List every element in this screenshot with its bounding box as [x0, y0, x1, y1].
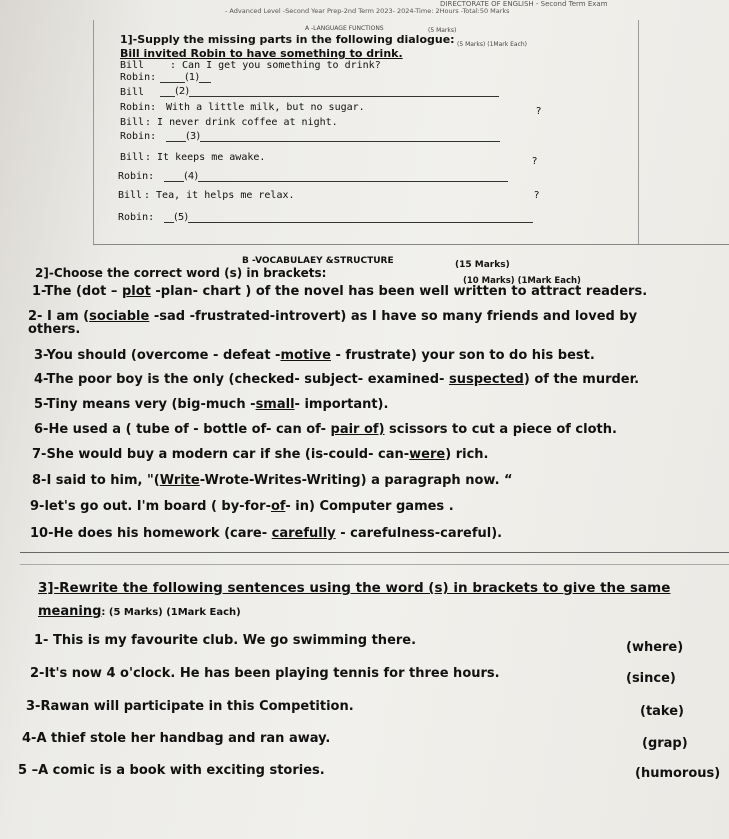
rewrite-hint-5: (humorous) [635, 766, 721, 781]
question-10: 10-He does his homework (care- carefully - carefulness-careful). [30, 526, 503, 541]
dialogue-line-4: With a little milk, but no sugar. [166, 102, 365, 113]
question-9: 9-let's go out. I'm board ( by-for-of- in) Computer games . [30, 499, 454, 514]
section-divider-2 [20, 552, 729, 553]
right-border [638, 20, 639, 245]
dialogue-speaker-7: Bill [120, 152, 145, 163]
dialogue-speaker-9: Bill [118, 190, 143, 201]
dialogue-speaker-10: Robin: [118, 212, 155, 223]
part1-title: 1]-Supply the missing parts in the following dialogue: [120, 33, 455, 46]
rewrite-sentence-4: 4-A thief stole her handbag and ran away. [22, 731, 331, 746]
rewrite-sentence-5: 5 –A comic is a book with exciting stories. [18, 763, 325, 778]
answer-4: suspected [448, 372, 524, 387]
part3-subtitle: meaning: (5 Marks) (1Mark Each) [38, 604, 241, 619]
answer-3: motive [280, 348, 331, 363]
question-2: 2- I am (sociable -sad -frustrated-introvert) as I have so many friends and loved by [28, 309, 638, 324]
answer-blank-3: (3) [166, 131, 500, 142]
dialogue-line-9: : Tea, it helps me relax. [144, 190, 295, 201]
dialogue-line-1: : Can I get you something to drink? [170, 60, 381, 71]
question-3: 3-You should (overcome - defeat -motive - frustrate) your son to do his best. [34, 348, 595, 363]
dialogue-speaker-8: Robin: [118, 171, 155, 182]
question-mark-1: ? [536, 106, 542, 117]
question-1: 1-The (dot – plot -plan- chart ) of the novel has been well written to attract readers. [32, 284, 648, 299]
answer-1: plot [121, 284, 151, 299]
question-4: 4-The poor boy is the only (checked- subject- examined- suspected) of the murder. [34, 372, 640, 387]
question-8: 8-I said to him, "(Write-Wrote-Writes-Writing) a paragraph now. “ [32, 473, 513, 488]
dialogue-speaker-5: Bill [120, 117, 145, 128]
question-5: 5-Tiny means very (big-much -small- important). [34, 397, 389, 412]
rewrite-hint-1: (where) [626, 640, 684, 655]
section-a-marks: (5 Marks) [428, 27, 457, 34]
rewrite-hint-2: (since) [626, 671, 676, 686]
dialogue-speaker-2: Robin: [120, 72, 157, 83]
answer-10: carefully [271, 526, 336, 541]
answer-9: of [270, 499, 286, 514]
answer-blank-4: (4) [164, 171, 508, 182]
answer-7: were [409, 447, 446, 462]
question-mark-2: ? [532, 156, 538, 167]
rewrite-hint-3: (take) [640, 704, 684, 719]
dialogue-speaker-3: Bill [120, 87, 145, 98]
answer-8: Write [159, 473, 200, 488]
part2-title: 2]-Choose the correct word (s) in brackets: [35, 266, 327, 280]
answer-2: sociable [89, 309, 150, 324]
question-2-cont: others. [28, 322, 81, 337]
answer-blank-1: (1) [160, 72, 211, 83]
dialogue-line-5: : I never drink coffee at night. [145, 117, 338, 128]
section-b-title: B -VOCABULAEY &STRUCTURE [242, 256, 394, 266]
header-exam-info: - Advanced Level -Second Year Prep-2nd Term 2023- 2024-Time: 2Hours -Total:50 Marks [225, 7, 510, 15]
question-6: 6-He used a ( tube of - bottle of- can of- pair of) scissors to cut a piece of cloth. [34, 422, 617, 437]
dialogue-line-7: : It keeps me awake. [145, 152, 266, 163]
section-divider-3 [20, 564, 729, 565]
rewrite-sentence-2: 2-It's now 4 o'clock. He has been playing tennis for three hours. [30, 666, 500, 681]
rewrite-hint-4: (grap) [642, 736, 688, 751]
dialogue-speaker-4: Robin: [120, 102, 157, 113]
rewrite-sentence-1: 1- This is my favourite club. We go swimming there. [34, 633, 417, 648]
dialogue-speaker-1: Bill [120, 60, 145, 71]
answer-blank-2: (2) [160, 86, 499, 97]
part3-title: 3]-Rewrite the following sentences using the word (s) in brackets to give the same [38, 580, 671, 596]
header-directorate: DIRECTORATE OF ENGLISH - Second Term Exam [440, 0, 608, 8]
rewrite-sentence-3: 3-Rawan will participate in this Competition. [26, 699, 354, 714]
answer-6: pair of) [330, 422, 385, 437]
part2-marks: (10 Marks) (1Mark Each) [463, 276, 581, 286]
section-divider-1 [93, 244, 729, 245]
question-mark-3: ? [534, 190, 540, 201]
left-border [93, 20, 94, 245]
section-a-title: A -LANGUAGE FUNCTIONS [305, 25, 384, 32]
answer-5: small [255, 397, 295, 412]
section-b-marks: (15 Marks) [455, 260, 510, 270]
dialogue-speaker-6: Robin: [120, 131, 157, 142]
question-7: 7-She would buy a modern car if she (is-could- can-were) rich. [32, 447, 489, 462]
dialogue-intro: Bill invited Robin to have something to drink. [120, 47, 403, 60]
part1-marks: (5 Marks) (1Mark Each) [457, 41, 528, 48]
answer-blank-5: (5) [164, 212, 533, 223]
